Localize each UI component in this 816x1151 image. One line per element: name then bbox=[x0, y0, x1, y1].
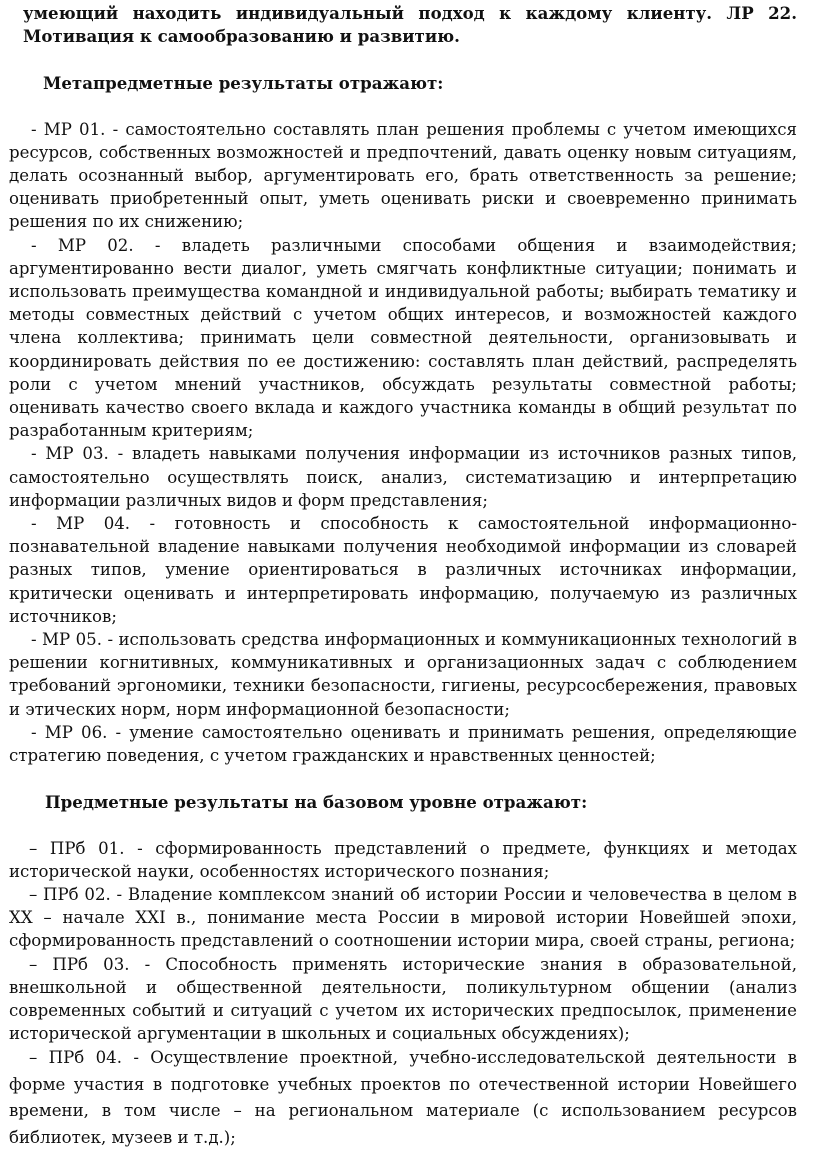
list-item: – ПРб 01. - сформированность представлений о предмете, функциях и методах исторической науки, особенностях исторического познания; bbox=[9, 837, 797, 883]
subject-results-heading: Предметные результаты на базовом уровне отражают: bbox=[9, 791, 797, 814]
list-item: - МР 05. - использовать средства информационных и коммуникационных технологий в решении когнитивных, коммуникативных и организационных задач с соблюдением требований эргономики, техники безопасности, гигиены, ресурсосбережения, правовых и этических норм, норм информационной безопасности; bbox=[9, 628, 797, 721]
list-item: – ПРб 03. - Способность применять исторические знания в образовательной, внешкольной и общественной деятельности, поликультурном общении (анализ современных событий и ситуаций с учетом их исторических предпосылок, применение исторической аргументации в школьных и социальных обсуждениях); bbox=[9, 953, 797, 1046]
list-item: – ПРб 02. - Владение комплексом знаний об истории России и человечества в целом в XX – начале XXI в., понимание места России в мировой истории Новейшей эпохи, сформированность представлений о соотношении истории мира, своей страны, региона; bbox=[9, 883, 797, 953]
list-item: - МР 01. - самостоятельно составлять план решения проблемы с учетом имеющихся ресурсов, собственных возможностей и предпочтений, давать оценку новым ситуациям, делать осознанный выбор, аргументировать его, брать ответственность за решение; оценивать приобретенный опыт, уметь оценивать риски и своевременно принимать решения по их снижению; bbox=[9, 118, 797, 234]
list-item: – ПРб 04. - Осуществление проектной, учебно-исследовательской деятельности в форме участия в подготовке учебных проектов по отечественной истории Новейшего времени, в том числе – на региональном материале (с использованием ресурсов библиотек, музеев и т.д.); bbox=[9, 1045, 797, 1151]
list-item: - МР 02. - владеть различными способами общения и взаимодействия; аргументированно вести диалог, уметь смягчать конфликтные ситуации; понимать и использовать преимущества командной и индивидуальной работы; выбирать тематику и методы совместных действий с учетом общих интересов, и возможностей каждого члена коллектива; принимать цели совместной деятельности, организовывать и координировать действия по ее достижению: составлять план действий, распределять роли с учетом мнений участников, обсуждать результаты совместной работы; оценивать качество своего вклада и каждого участника команды в общий результат по разработанным критериям; bbox=[9, 234, 797, 443]
list-item: - МР 06. - умение самостоятельно оценивать и принимать решения, определяющие стратегию поведения, с учетом гражданских и нравственных ценностей; bbox=[9, 721, 797, 767]
list-item: - МР 04. - готовность и способность к самостоятельной информационно-познавательной владение навыками получения необходимой информации из словарей разных типов, умение ориентироваться в различных источниках информации, критически оценивать и интерпретировать информацию, получаемую из различных источников; bbox=[9, 512, 797, 628]
intro-paragraph: умеющий находить индивидуальный подход к каждому клиенту. ЛР 22. Мотивация к самообразованию и развитию. bbox=[9, 2, 797, 48]
list-item: - МР 03. - владеть навыками получения информации из источников разных типов, самостоятельно осуществлять поиск, анализ, систематизацию и интерпретацию информации различных видов и форм представления; bbox=[9, 442, 797, 512]
meta-results-list bbox=[9, 118, 797, 768]
subject-results-list bbox=[9, 837, 797, 1151]
meta-results-heading: Метапредметные результаты отражают: bbox=[9, 72, 797, 95]
document-page bbox=[9, 0, 797, 1151]
